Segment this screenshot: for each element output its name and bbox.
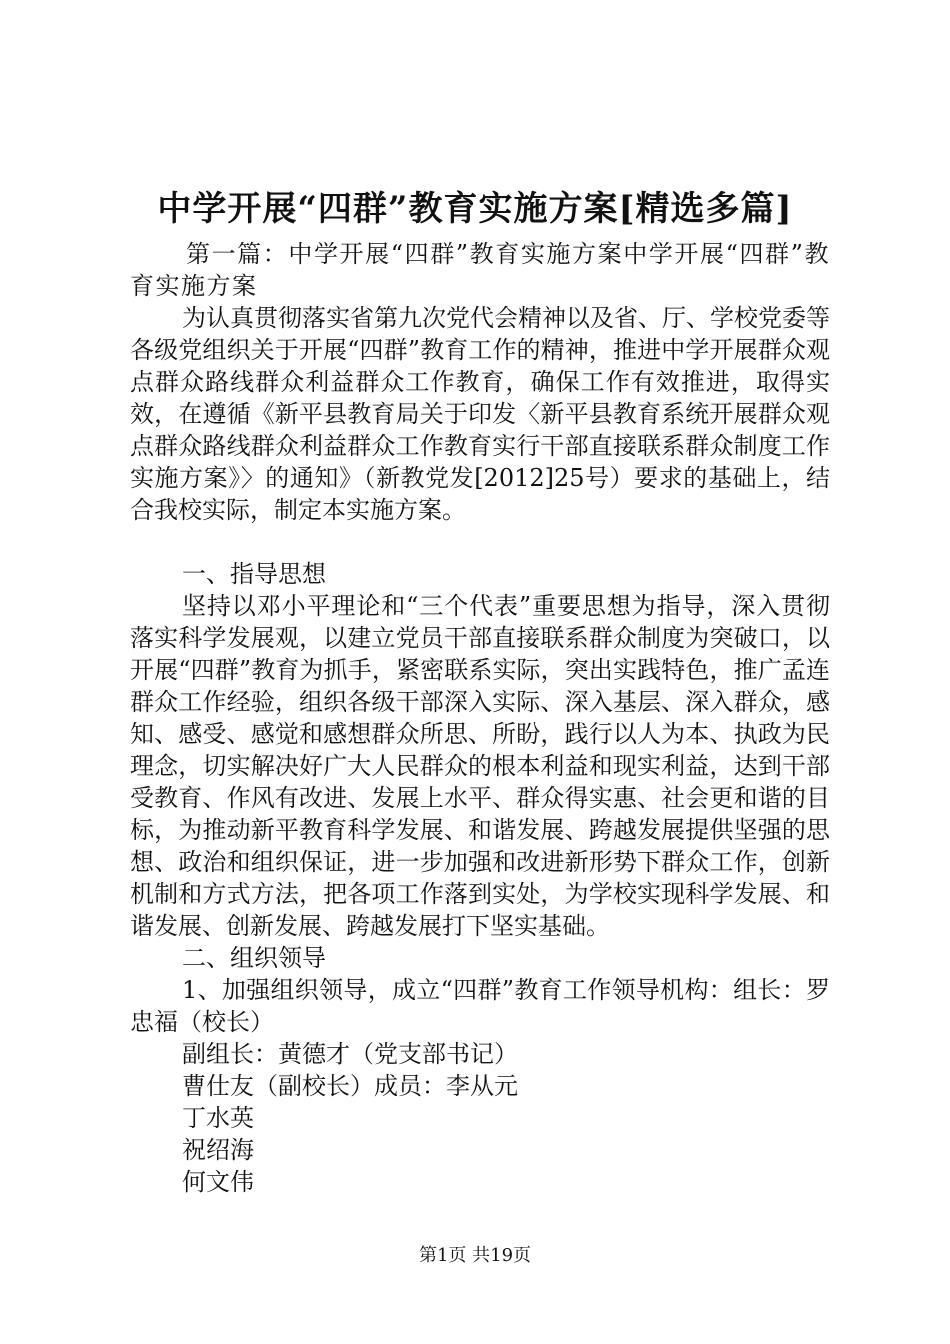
line-deputy: 副组长：黄德才（党支部书记） bbox=[182, 1040, 518, 1068]
intro-heading: 第一篇：中学开展“四群”教育实施方案中学开展“四群”教育实施方案 bbox=[130, 240, 830, 300]
line-member-2: 丁水英 bbox=[182, 1104, 254, 1132]
line-member-4: 何文伟 bbox=[182, 1168, 254, 1196]
paragraph-gap bbox=[130, 526, 830, 558]
paragraph-3: 1、加强组织领导，成立“四群”教育工作领导机构：组长：罗忠福（校长） bbox=[130, 976, 830, 1036]
section-2-heading: 二、组织领导 bbox=[182, 944, 326, 972]
page-footer: 第1页 共19页 bbox=[418, 1245, 532, 1266]
line-member-3: 祝绍海 bbox=[182, 1136, 254, 1164]
document-title: 中学开展“四群”教育实施方案[精选多篇] bbox=[157, 189, 793, 229]
document-body bbox=[130, 238, 830, 1198]
line-member-1: 曹仕友（副校长）成员：李从元 bbox=[182, 1072, 518, 1100]
paragraph-1: 为认真贯彻落实省第九次党代会精神以及省、厅、学校党委等各级党组织关于开展“四群”教育工作的精神，推进中学开展群众观点群众路线群众利益群众工作教育，确保工作有效推进，取得实效，在遵循《新平县教育局关于印发〈新平县教育系统开展群众观点群众路线群众利益群众工作教育实行干部直接联系群众制度工作实施方案》〉的通知》（新教党发[2012]25号）要求的基础上，结合我校实际，制定本实施方案。 bbox=[130, 304, 830, 524]
paragraph-2: 坚持以邓小平理论和“三个代表”重要思想为指导，深入贯彻落实科学发展观，以建立党员干部直接联系群众制度为突破口，以开展“四群”教育为抓手，紧密联系实际，突出实践特色，推广孟连群众工作经验，组织各级干部深入实际、深入基层、深入群众，感知、感受、感觉和感想群众所思、所盼，践行以人为本、执政为民理念，切实解决好广大人民群众的根本利益和现实利益，达到干部受教育、作风有改进、发展上水平、群众得实惠、社会更和谐的目标，为推动新平教育科学发展、和谐发展、跨越发展提供坚强的思想、政治和组织保证，进一步加强和改进新形势下群众工作，创新机制和方式方法，把各项工作落到实处，为学校实现科学发展、和谐发展、创新发展、跨越发展打下坚实基础。 bbox=[130, 592, 830, 940]
section-1-heading: 一、指导思想 bbox=[182, 560, 326, 588]
